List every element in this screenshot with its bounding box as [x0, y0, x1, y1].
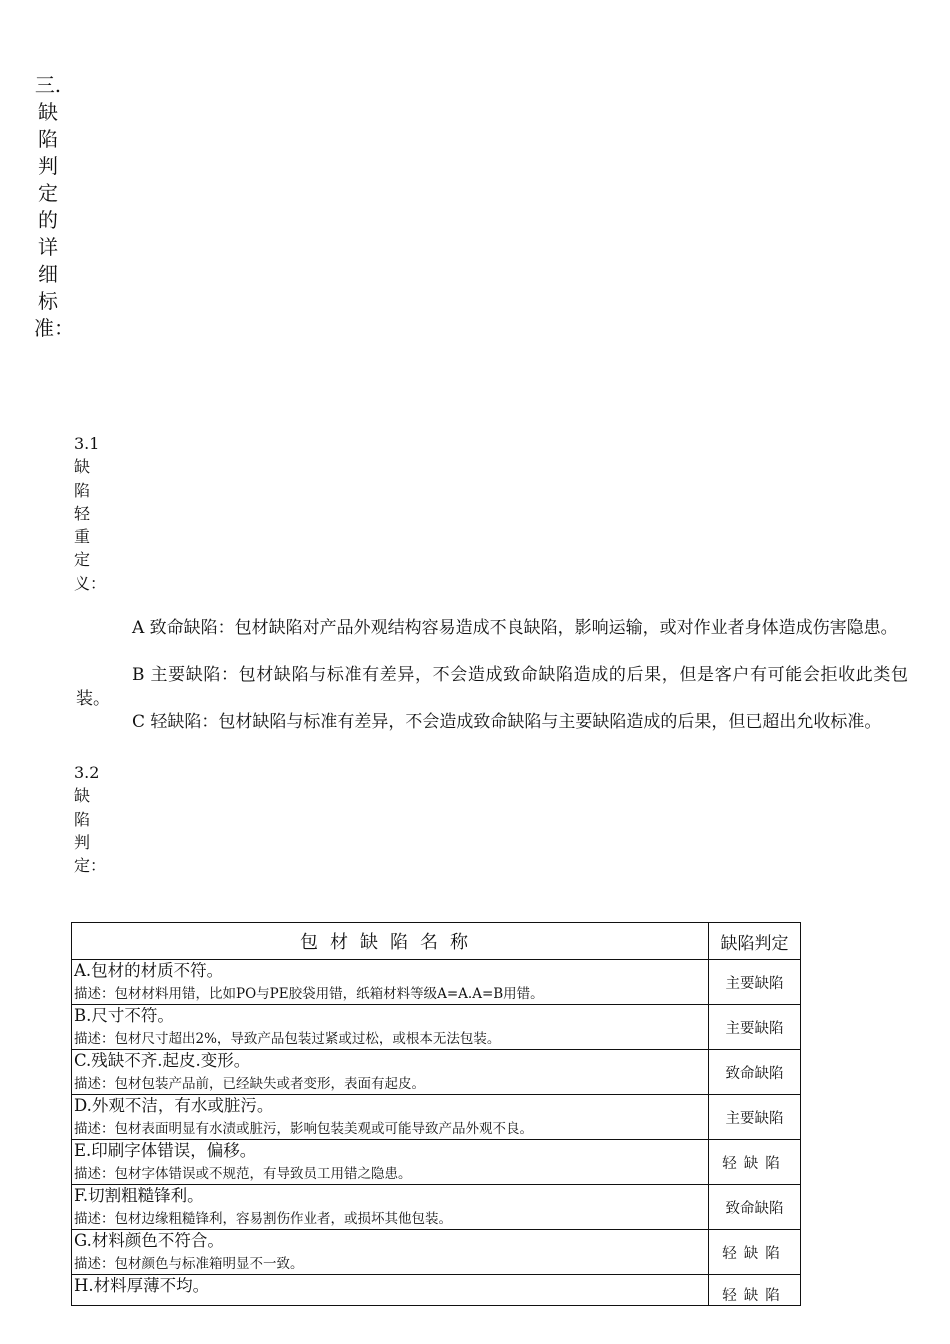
defect-judgement: 致命缺陷 [709, 1185, 801, 1230]
subsection-title-3-1: 3.1缺陷轻重定义： [74, 434, 107, 593]
defect-title: H.材料厚薄不均。 [74, 1276, 210, 1295]
table-row [72, 1140, 801, 1185]
defect-judgement: 主要缺陷 [709, 960, 801, 1005]
table-row [72, 1185, 801, 1230]
defect-title: A.包材的材质不符。 [74, 961, 224, 980]
definition-major: B 主要缺陷：包材缺陷与标准有差异，不会造成致命缺陷造成的后果，但是客户有可能会拒收此类包装。 [76, 665, 908, 709]
defect-judgement: 轻缺陷 [709, 1275, 801, 1306]
defect-judgement: 轻缺陷 [709, 1140, 801, 1185]
defect-judgement: 轻缺陷 [709, 1230, 801, 1275]
defect-judgement: 致命缺陷 [709, 1050, 801, 1095]
table-row [72, 960, 801, 1005]
defect-cell [72, 1095, 709, 1140]
defect-title: E.印刷字体错误，偏移。 [74, 1141, 257, 1160]
defect-cell [72, 1005, 709, 1050]
table-row [72, 1095, 801, 1140]
section-title: 三.缺陷判定的详细标准： [34, 73, 74, 340]
defect-cell [72, 1275, 709, 1306]
defect-cell [72, 960, 709, 1005]
subsection-title-3-2: 3.2缺陷判定： [74, 763, 107, 876]
header-defect-name: 包材缺陷名称 [72, 923, 709, 960]
defect-judgement: 主要缺陷 [709, 1095, 801, 1140]
defect-cell [72, 1230, 709, 1275]
defect-table [71, 922, 801, 1306]
table-row [72, 1230, 801, 1275]
table-header-row [72, 923, 801, 960]
defect-cell [72, 1050, 709, 1095]
defect-description: 描述：包材尺寸超出2%，导致产品包装过紧或过松，或根本无法包装。 [74, 1031, 501, 1047]
defect-cell [72, 1140, 709, 1185]
defect-description: 描述：包材表面明显有水渍或脏污，影响包装美观或可能导致产品外观不良。 [74, 1121, 533, 1137]
definition-critical: A 致命缺陷：包材缺陷对产品外观结构容易造成不良缺陷，影响运输，或对作业者身体造成伤害隐患。 [132, 618, 898, 638]
defect-description: 描述：包材材料用错，比如PO与PE胶袋用错，纸箱材料等级A=A.A=B用错。 [74, 986, 544, 1002]
table-row [72, 1005, 801, 1050]
defect-title: F.切割粗糙锋利。 [74, 1186, 204, 1205]
defect-title: C.残缺不齐.起皮.变形。 [74, 1051, 251, 1070]
defect-description: 描述：包材字体错误或不规范，有导致员工用错之隐患。 [74, 1166, 412, 1182]
defect-title: D.外观不洁，有水或脏污。 [74, 1096, 274, 1115]
definition-minor: C 轻缺陷：包材缺陷与标准有差异，不会造成致命缺陷与主要缺陷造成的后果，但已超出允收标准。 [132, 712, 882, 732]
defect-description: 描述：包材边缘粗糙锋利，容易割伤作业者，或损坏其他包装。 [74, 1211, 452, 1227]
defect-title: B.尺寸不符。 [74, 1006, 174, 1025]
defect-judgement: 主要缺陷 [709, 1005, 801, 1050]
header-defect-judgement: 缺陷判定 [709, 923, 801, 960]
defect-description: 描述：包材包装产品前，已经缺失或者变形，表面有起皮。 [74, 1076, 425, 1092]
defect-description: 描述：包材颜色与标准箱明显不一致。 [74, 1256, 304, 1272]
table-row [72, 1275, 801, 1306]
defect-cell [72, 1185, 709, 1230]
defect-title: G.材料颜色不符合。 [74, 1231, 224, 1250]
table-row [72, 1050, 801, 1095]
